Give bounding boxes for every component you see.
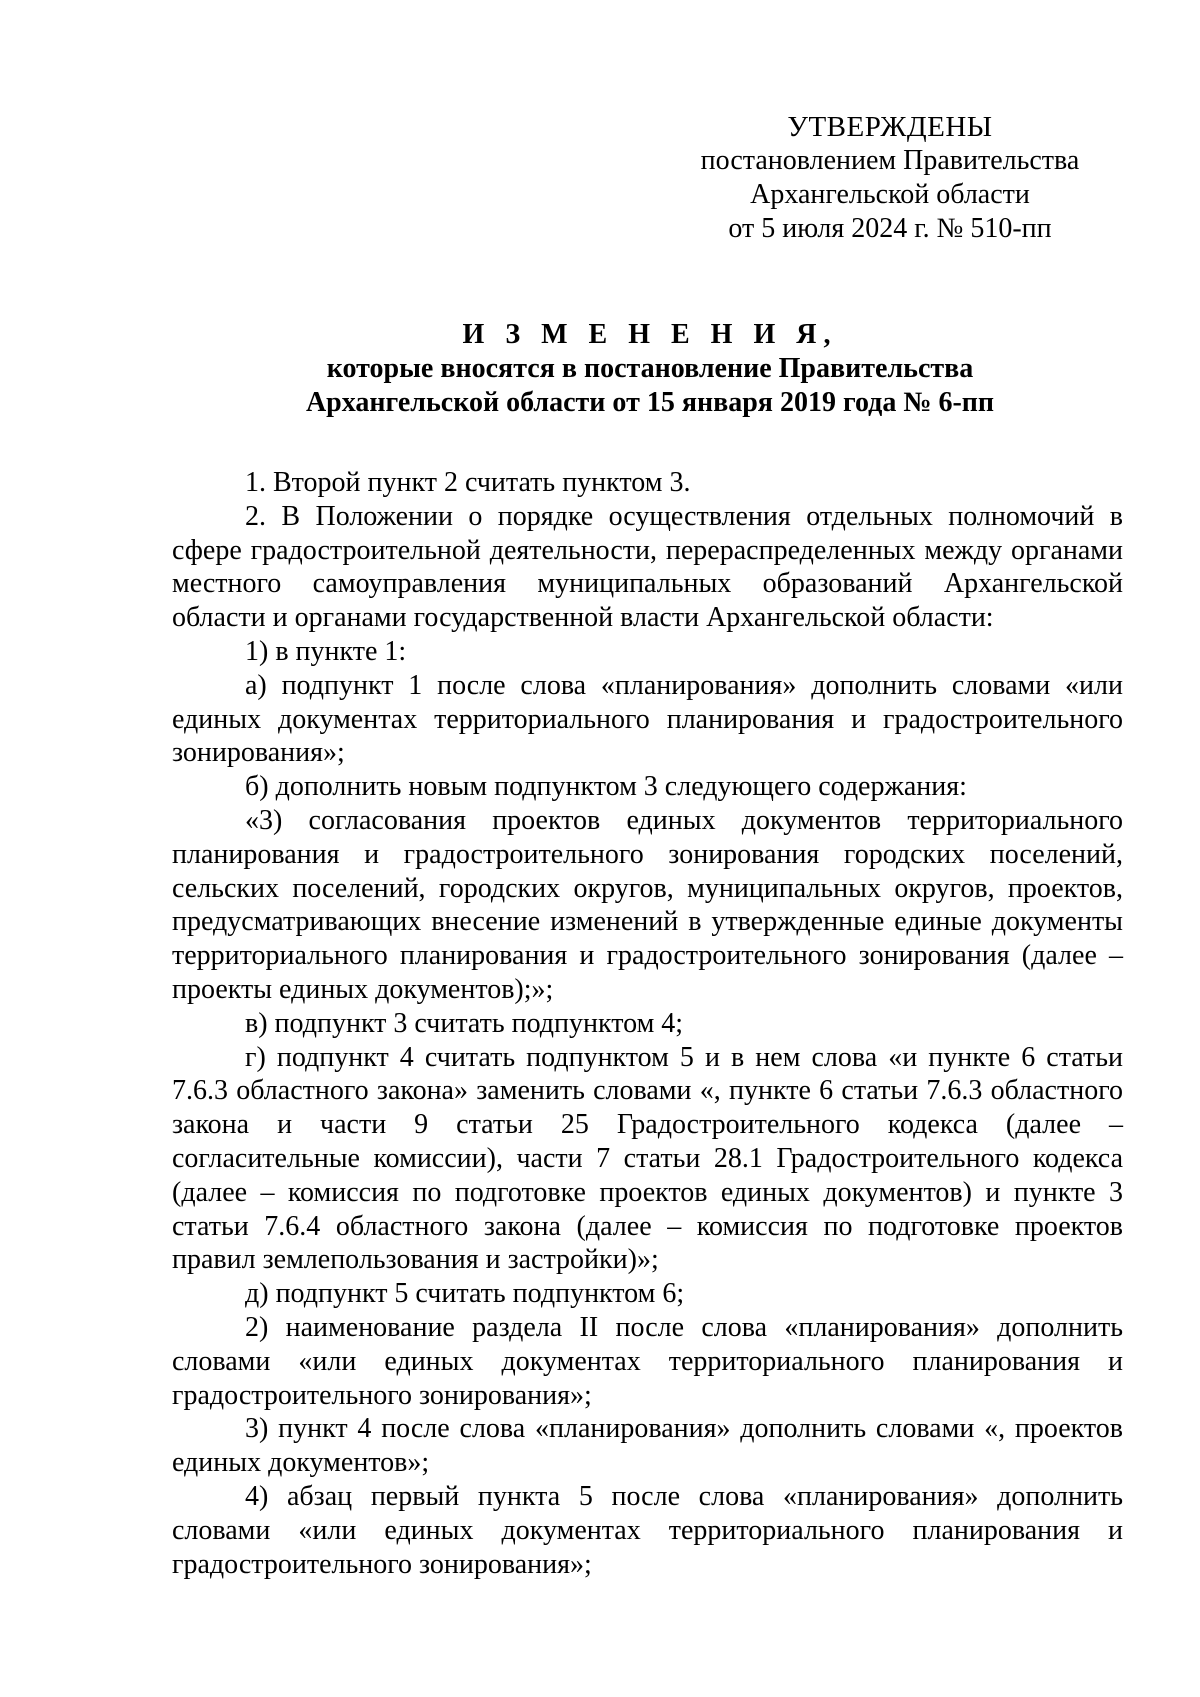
paragraph-4: а) подпункт 1 после слова «планирования» дополнить словами «или единых документах территориального планирования и градостроительного зонирования»; bbox=[172, 669, 1123, 769]
paragraph-6: «3) согласования проектов единых документов территориального планирования и градостроительного зонирования городских поселений, сельских поселений, городских округов, муниципальных округов, проектов, предусматривающих внесение изменений в утвержденные единые документы территориального планирования и градостроительного зонирования (далее – проекты единых документов);»; bbox=[172, 804, 1123, 1005]
title-line-2: Архангельской области от 15 января 2019 года № 6-пп bbox=[305, 387, 995, 418]
title-main: И З М Е Н Е Н И Я, bbox=[462, 319, 838, 350]
paragraph-8: г) подпункт 4 считать подпунктом 5 и в нем слова «и пункте 6 статьи 7.6.3 областного закона» заменить словами «, пункте 6 статьи 7.6.3 областного закона и части 9 статьи 25 Градостроительного кодекса (далее – согласительные комиссии), части 7 статьи 28.1 Градостроительного кодекса (далее – комиссия по подготовке проектов единых документов) и пункте 3 статьи 7.6.4 областного закона (далее – комиссия по подготовке проектов правил землепользования и застройки)»; bbox=[172, 1041, 1123, 1276]
paragraph-11: 3) пункт 4 после слова «планирования» дополнить словами «, проектов единых документов»; bbox=[172, 1413, 1123, 1479]
document-body bbox=[172, 466, 1123, 1581]
paragraph-10: 2) наименование раздела II после слова «планирования» дополнить словами «или единых документах территориального планирования и градостроительного зонирования»; bbox=[172, 1311, 1123, 1411]
title-line-1: которые вносятся в постановление Правительства bbox=[326, 353, 974, 384]
approval-line-1: постановлением Правительства bbox=[700, 145, 1080, 176]
paragraph-5: б) дополнить новым подпунктом 3 следующего содержания: bbox=[245, 771, 967, 803]
paragraph-1: 1. Второй пункт 2 считать пунктом 3. bbox=[245, 467, 691, 498]
paragraph-9: д) подпункт 5 считать подпунктом 6; bbox=[245, 1278, 685, 1310]
approval-line-3: от 5 июля 2024 г. № 510-пп bbox=[728, 213, 1052, 244]
approval-line-2: Архангельской области bbox=[750, 179, 1030, 210]
paragraph-2: 2. В Положении о порядке осуществления отдельных полномочий в сфере градостроительной деятельности, перераспределенных между органами местного самоуправления муниципальных образований Архангельской области и органами государственной власти Архангельской области: bbox=[172, 500, 1123, 634]
approval-stamp-block bbox=[680, 110, 1100, 246]
approval-heading: УТВЕРЖДЕНЫ bbox=[787, 111, 993, 143]
paragraph-3: 1) в пункте 1: bbox=[245, 635, 407, 667]
document-title bbox=[170, 318, 1130, 420]
paragraph-7: в) подпункт 3 считать подпунктом 4; bbox=[245, 1007, 684, 1039]
paragraph-12: 4) абзац первый пункта 5 после слова «планирования» дополнить словами «или единых документах территориального планирования и градостроительного зонирования»; bbox=[172, 1480, 1123, 1580]
